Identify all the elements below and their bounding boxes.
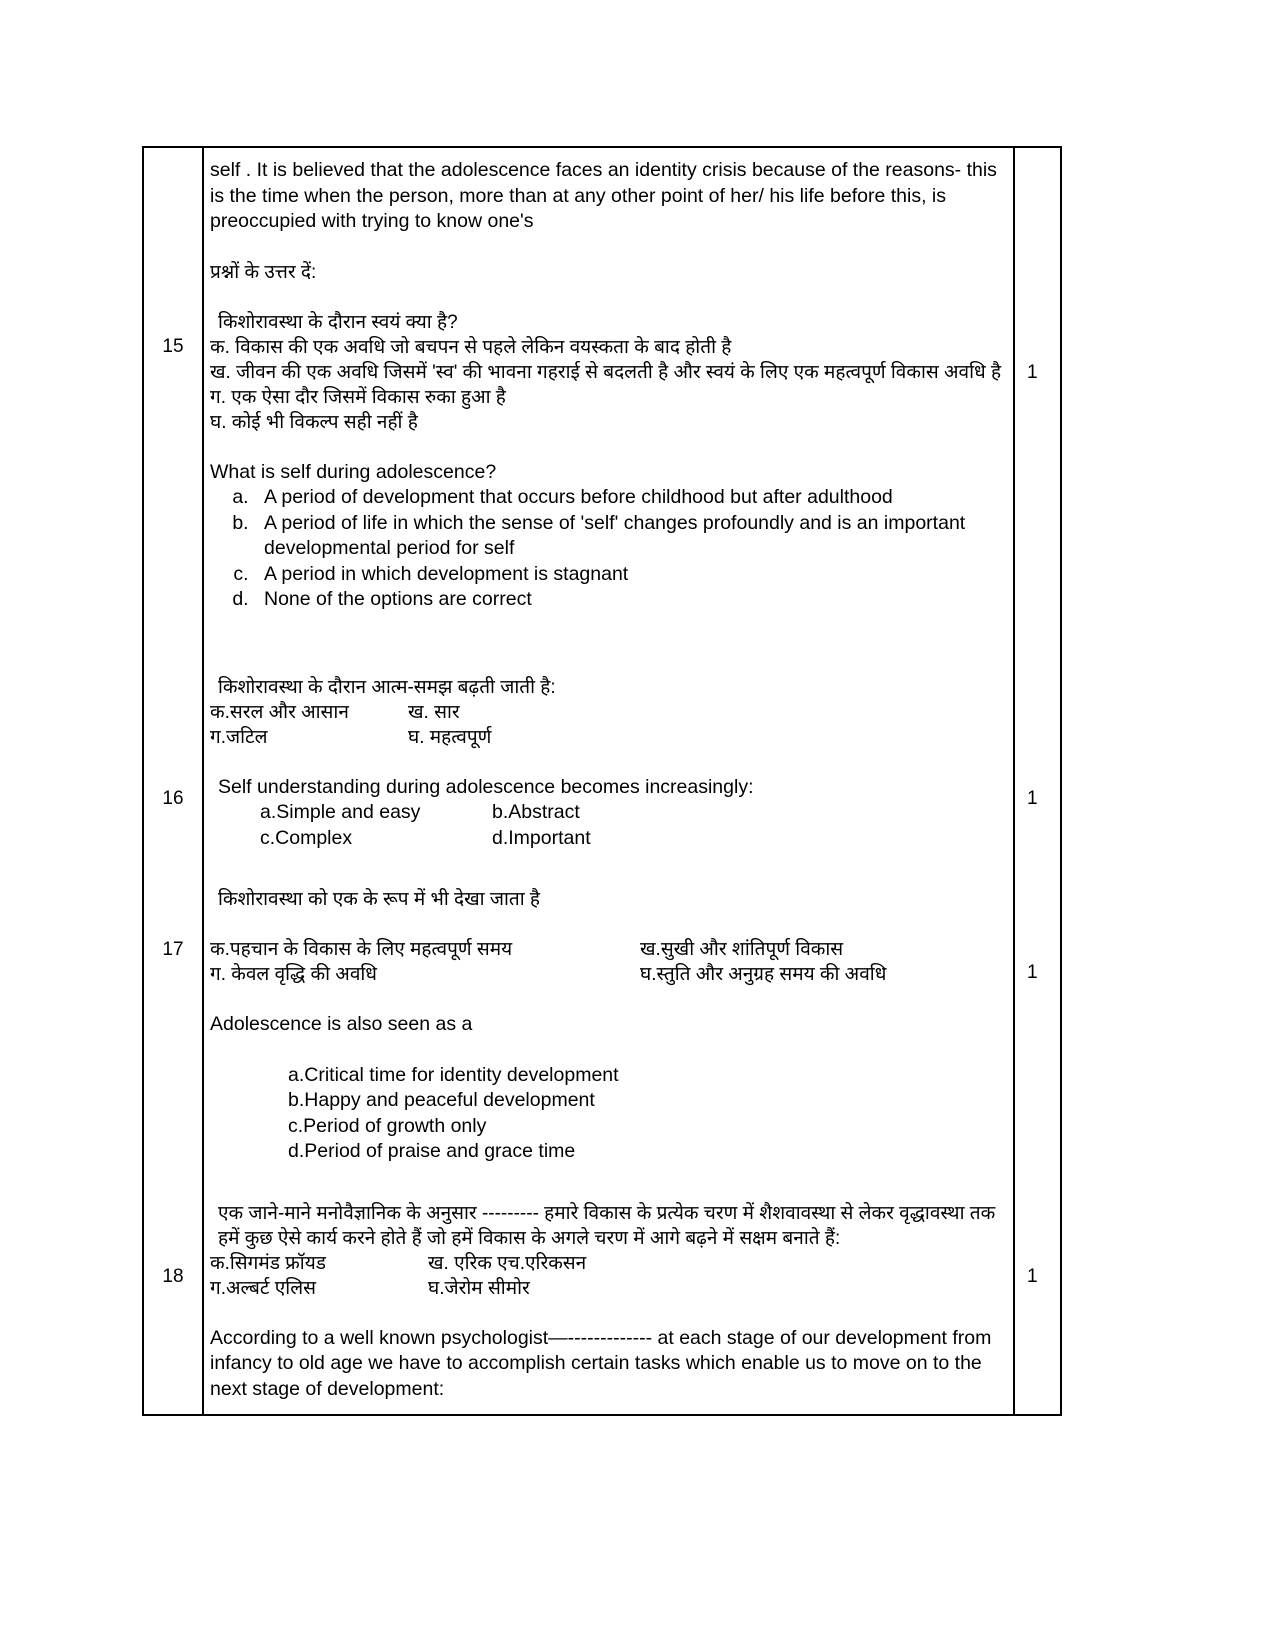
question-16-hindi-stem: किशोरावस्था के दौरान आत्म-समझ बढ़ती जाती है: — [218, 676, 556, 698]
spacer — [210, 987, 1005, 1012]
question-18-english-stem: According to a well known psychologist—------------- at each stage of our development from infancy to old age we have to accomplish certain tasks which enable us to move on to the next stage of development: — [210, 1326, 992, 1400]
question-number-16: 16 — [162, 788, 184, 809]
question-15-hindi-stem: किशोरावस्था के दौरान स्वयं क्या है? — [218, 311, 458, 333]
spacer — [210, 851, 1005, 887]
question-number-17: 17 — [162, 939, 184, 960]
marks-column — [1015, 148, 1064, 1414]
question-15-english-option-b: b. A period of life in which the sense of 'self' changes profoundly and is an important developmental period for self — [254, 511, 1005, 562]
question-17-hindi-stem: किशोरावस्था को एक के रूप में भी देखा जाता है — [218, 889, 541, 910]
instruction-answer-questions: प्रश्नों के उत्तर दें: — [210, 261, 317, 283]
spacer — [210, 750, 1005, 775]
spacer — [210, 1165, 1005, 1201]
question-15-english-option-c: c. A period in which development is stagnant — [254, 562, 1005, 588]
question-16-hindi-option-c: ग.जटिल — [210, 726, 268, 748]
question-16-hindi-option-b: ख. सार — [408, 701, 460, 723]
question-16-english-option-d: d.Important — [492, 826, 591, 849]
spacer — [210, 1301, 1005, 1326]
question-16-hindi-option-a: क.सरल और आसान — [210, 701, 349, 723]
marks-value-18: 1 — [1027, 1266, 1038, 1287]
question-16-english-stem: Self understanding during adolescence becomes increasingly: — [218, 775, 754, 798]
question-16-english-options — [210, 800, 1005, 851]
question-17-english-option-d: d.Period of praise and grace time — [288, 1140, 576, 1162]
question-18-hindi-option-a: क.सिगमंड फ्रॉयड — [210, 1252, 326, 1274]
question-18-hindi-option-c: ग.अल्बर्ट एलिस — [210, 1277, 316, 1299]
question-number-column — [144, 148, 202, 1414]
question-table — [142, 146, 1062, 1416]
question-content-column — [204, 148, 1013, 1414]
question-18-hindi-option-b: ख. एरिक एच.एरिकसन — [428, 1252, 587, 1274]
question-16-english-option-c: c.Complex — [260, 826, 353, 849]
spacer — [210, 285, 1005, 310]
question-17-english-option-b: b.Happy and peaceful development — [288, 1089, 595, 1111]
question-18-hindi-stem: एक जाने-माने मनोवैज्ञानिक के अनुसार --------- हमारे विकास के प्रत्येक चरण में शैशवावस्था से लेकर वृद्धावस्था तक हमें कुछ ऐसे कार्य करने होते हैं जो हमें विकास के अगले चरण में आगे बढ़ने में सक्षम बनाते हैं: — [218, 1202, 996, 1249]
spacer — [210, 663, 1005, 675]
question-17-hindi-option-b: ख.सुखी और शांतिपूर्ण विकास — [640, 939, 844, 960]
question-17-hindi-option-d: घ.स्तुति और अनुग्रह समय की अवधि — [640, 964, 887, 985]
question-15-english-option-d: d. None of the options are correct — [254, 587, 1005, 613]
spacer — [210, 235, 1005, 260]
spacer — [210, 1038, 1005, 1063]
question-15-hindi-option-a: क. विकास की एक अवधि जो बचपन से पहले लेकिन वयस्कता के बाद होती है — [210, 336, 732, 358]
question-17-hindi-options — [210, 937, 1005, 987]
question-17-english-stem: Adolescence is also seen as a — [210, 1013, 473, 1035]
question-17-english-option-c: c.Period of growth only — [288, 1114, 487, 1137]
question-18-hindi-options — [210, 1251, 1005, 1301]
question-17-english-option-a: a.Critical time for identity development — [288, 1063, 619, 1086]
question-17-hindi-option-c: ग. केवल वृद्धि की अवधि — [210, 964, 377, 985]
question-15-hindi-option-b: ख. जीवन की एक अवधि जिसमें 'स्व' की भावना गहराई से बदलती है और स्वयं के लिए एक महत्वपूर्ण विकास अवधि है — [210, 361, 1002, 383]
question-17-hindi-option-a: क.पहचान के विकास के लिए महत्वपूर्ण समय — [210, 939, 513, 960]
question-15-english-options — [210, 485, 1005, 613]
passage-tail-text: self . It is believed that the adolescence faces an identity crisis because of the reasons- this is the time when the person, more than at any other point of her/ his life before this, is preoccupied with trying to know one's — [210, 159, 997, 232]
question-16-english-option-b: b.Abstract — [492, 801, 580, 823]
question-15-english-option-a: a. A period of development that occurs before childhood but after adulthood — [254, 485, 1005, 511]
question-16-hindi-options — [210, 700, 1005, 750]
question-15-hindi-option-d: घ. कोई भी विकल्प सही नहीं है — [210, 411, 418, 433]
question-16-hindi-option-d: घ. महत्वपूर्ण — [408, 726, 492, 748]
question-number-18: 18 — [162, 1266, 184, 1287]
marks-value-15: 1 — [1027, 362, 1038, 383]
question-16-english-option-a: a.Simple and easy — [260, 801, 421, 823]
marks-value-16: 1 — [1027, 788, 1038, 809]
question-18-hindi-option-d: घ.जेरोम सीमोर — [428, 1277, 530, 1299]
spacer — [210, 613, 1005, 663]
question-15-english-stem: What is self during adolescence? — [210, 460, 497, 483]
question-15-hindi-option-c: ग. एक ऐसा दौर जिसमें विकास रुका हुआ है — [210, 386, 506, 408]
spacer — [210, 435, 1005, 460]
spacer — [210, 912, 1005, 937]
question-number-15: 15 — [162, 336, 184, 357]
marks-value-17: 1 — [1027, 962, 1038, 983]
